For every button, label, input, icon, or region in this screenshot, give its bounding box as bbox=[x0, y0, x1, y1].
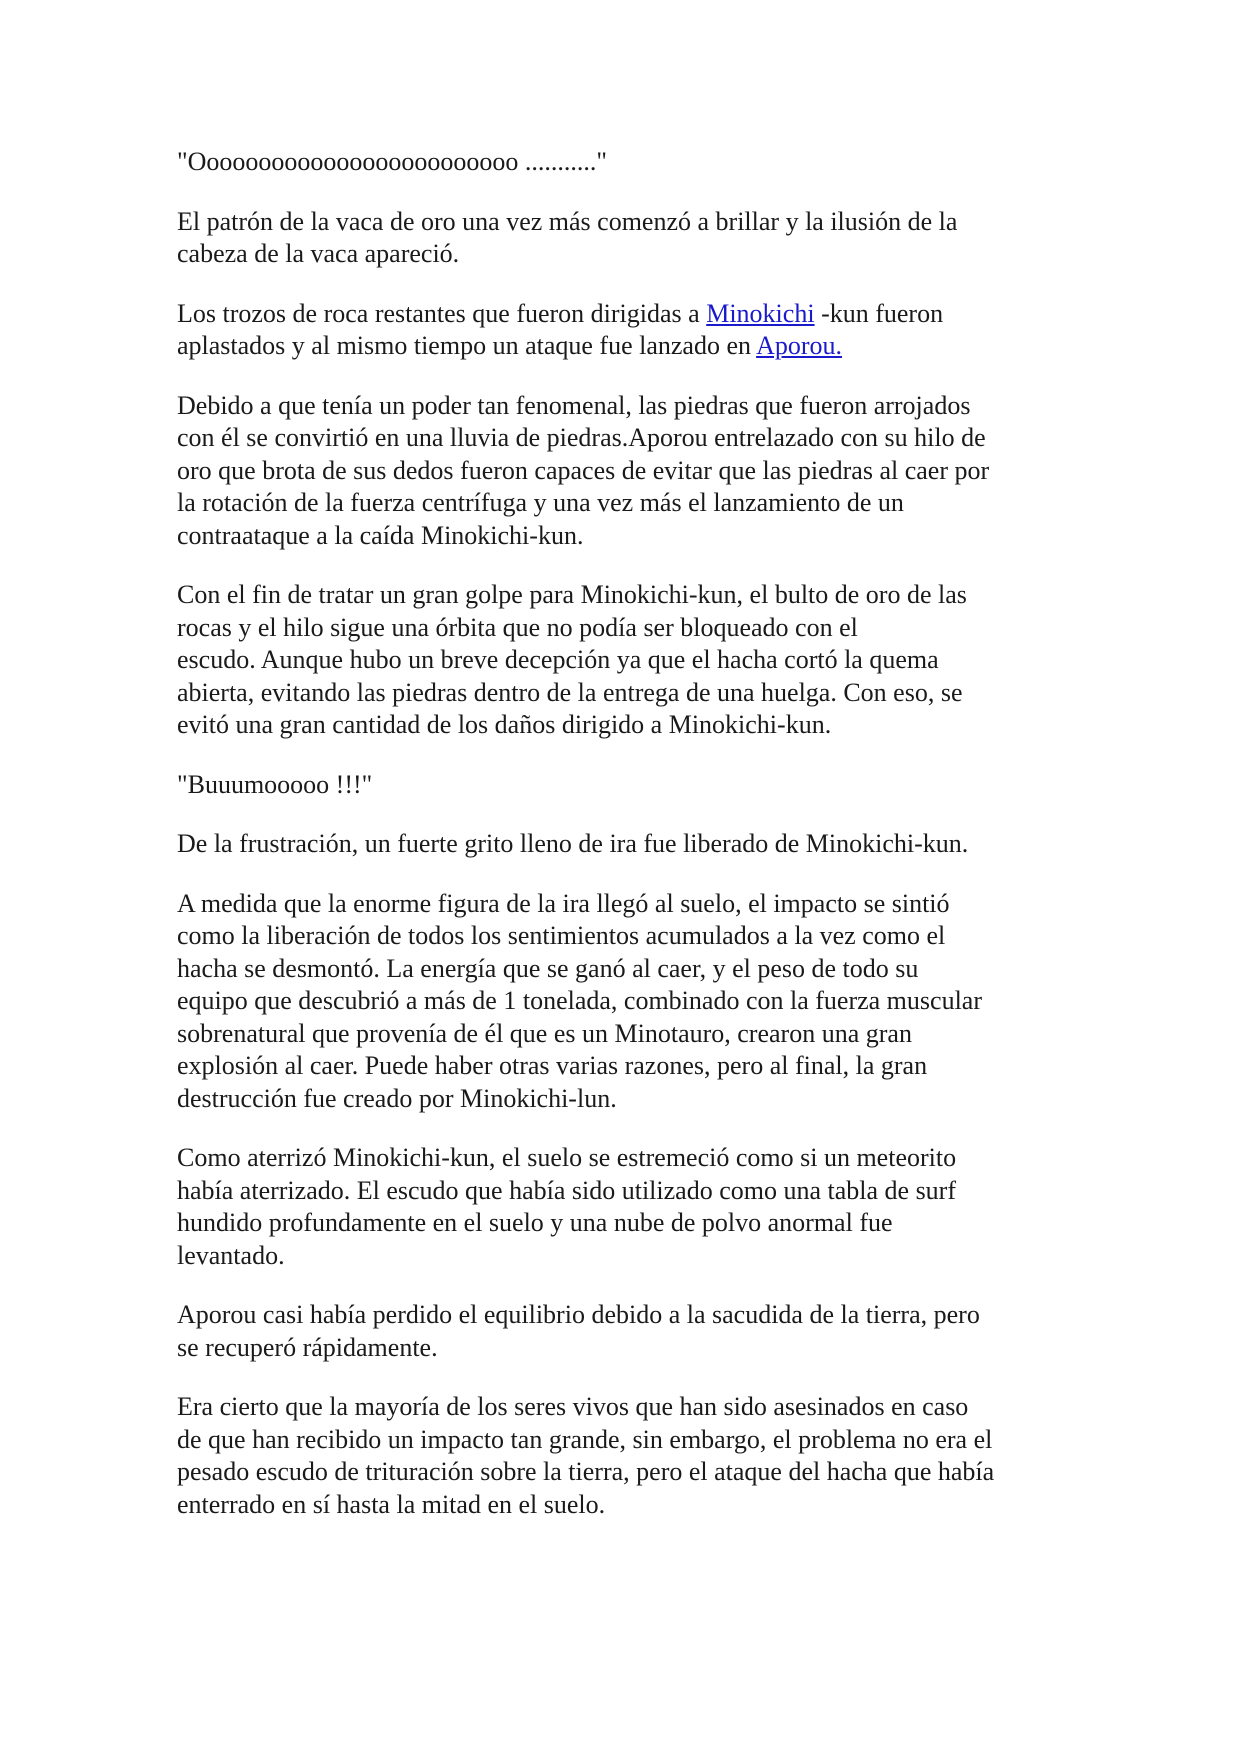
paragraph-2: El patrón de la vaca de oro una vez más comenzó a brillar y la ilusión de la cabeza de la vaca apareció. bbox=[177, 206, 958, 268]
paragraph-3 bbox=[177, 298, 1077, 363]
paragraph-9: Como aterrizó Minokichi-kun, el suelo se estremeció como si un meteorito había aterrizado. El escudo que había sido utilizado como una tabla de surf hundido profundamente en el suelo y una nube de polvo anormal fue levantado. bbox=[177, 1143, 957, 1270]
paragraph-10: Aporou casi había perdido el equilibrio debido a la sacudida de la tierra, pero se recuperó rápidamente. bbox=[177, 1300, 980, 1362]
aporou-link[interactable]: Aporou. bbox=[756, 331, 842, 360]
paragraph-8: A medida que la enorme figura de la ira llegó al suelo, el impacto se sintió como la liberación de todos los sentimientos acumulados a la vez como el hacha se desmontó. La energía que se ganó al caer, y el peso de todo su equipo que descubrió a más de 1 tonelada, combinado con la fuerza muscular sobrenatural que provenía de él que es un Minotauro, crearon una gran explosión al caer. Puede haber otras varias razones, pero al final, la gran destrucción fue creado por Minokichi-lun. bbox=[177, 888, 982, 1113]
paragraph-11: Era cierto que la mayoría de los seres vivos que han sido asesinados en caso de que han recibido un impacto tan grande, sin embargo, el problema no era el pesado escudo de trituración sobre la tierra, pero el ataque del hacha que había enterrado en sí hasta la mitad en el suelo. bbox=[177, 1392, 995, 1519]
paragraph-4: Debido a que tenía un poder tan fenomenal, las piedras que fueron arrojados con él se convirtió en una lluvia de piedras.Aporou entrelazado con su hilo de oro que brota de sus dedos fueron capaces de evitar que las piedras al caer por la rotación de la fuerza centrífuga y una vez más el lanzamiento de un contraataque a la caída Minokichi-kun. bbox=[177, 390, 990, 550]
paragraph-5: Con el fin de tratar un gran golpe para Minokichi-kun, el bulto de oro de las rocas y el hilo sigue una órbita que no podía ser bloqueado con el escudo. Aunque hubo un breve decepción ya que el hacha cortó la quema abierta, evitando las piedras dentro de la entrega de una huelga. Con eso, se evitó una gran cantidad de los daños dirigido a Minokichi-kun. bbox=[177, 580, 967, 739]
minokichi-link[interactable]: Minokichi bbox=[706, 298, 815, 328]
paragraph-6: "Buuumooooo !!!" bbox=[177, 769, 373, 799]
paragraph-1: "Ooooooooooooooooooooooooo ..........." bbox=[177, 147, 608, 176]
document-page bbox=[177, 146, 1077, 1548]
paragraph-7: De la frustración, un fuerte grito lleno de ira fue liberado de Minokichi-kun. bbox=[177, 829, 969, 858]
paragraph-3-text-before: Los trozos de roca restantes que fueron dirigidas a bbox=[177, 298, 707, 328]
paragraph-3-text-middle: -kun fueron aplastados y al mismo tiempo un ataque fue lanzado en bbox=[177, 298, 944, 360]
